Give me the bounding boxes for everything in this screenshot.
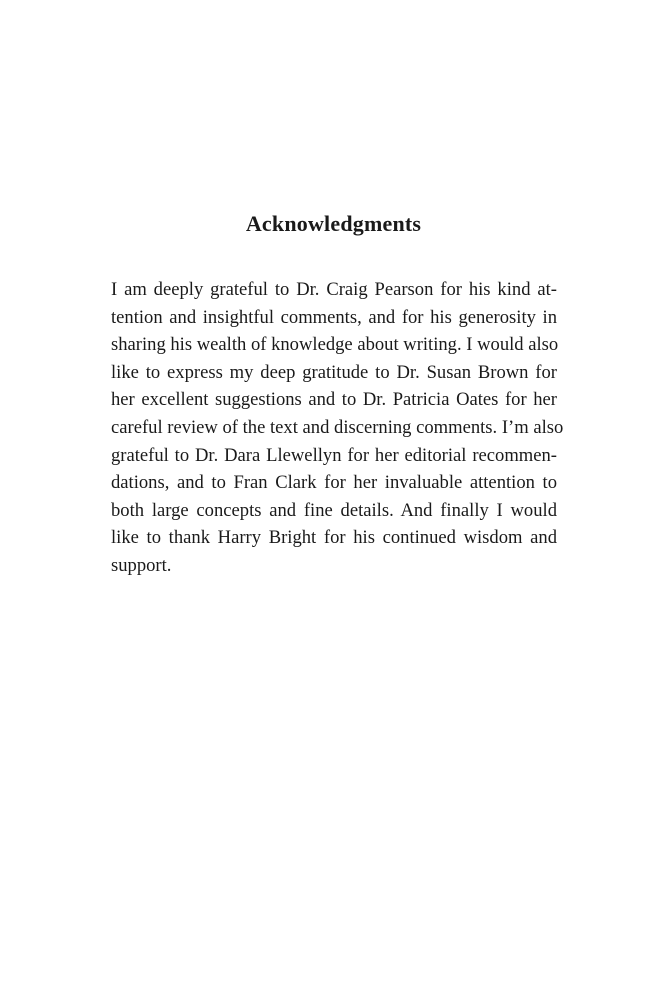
page-title: Acknowledgments — [245, 211, 422, 236]
paragraph-line: both large concepts and fine details. And finally I would — [111, 499, 557, 521]
paragraph-line: sharing his wealth of knowledge about writing. I would also — [111, 334, 559, 356]
paragraph-line: grateful to Dr. Dara Llewellyn for her editorial recommen- — [111, 444, 557, 466]
paragraph-line: support. — [111, 554, 172, 576]
paragraph-line: her excellent suggestions and to Dr. Patricia Oates for her — [111, 389, 557, 411]
paragraph-line: like to thank Harry Bright for his continued wisdom and — [111, 527, 557, 549]
paragraph-line: like to express my deep gratitude to Dr. Susan Brown for — [111, 361, 557, 383]
paragraph-line: I am deeply grateful to Dr. Craig Pearson for his kind at- — [111, 279, 557, 300]
acknowledgments-paragraph — [111, 276, 564, 580]
paragraph-line: dations, and to Fran Clark for her invaluable attention to — [111, 472, 557, 494]
paragraph-line: careful review of the text and discerning comments. I’m also — [111, 416, 564, 438]
paragraph-line: tention and insightful comments, and for his generosity in — [111, 306, 557, 328]
